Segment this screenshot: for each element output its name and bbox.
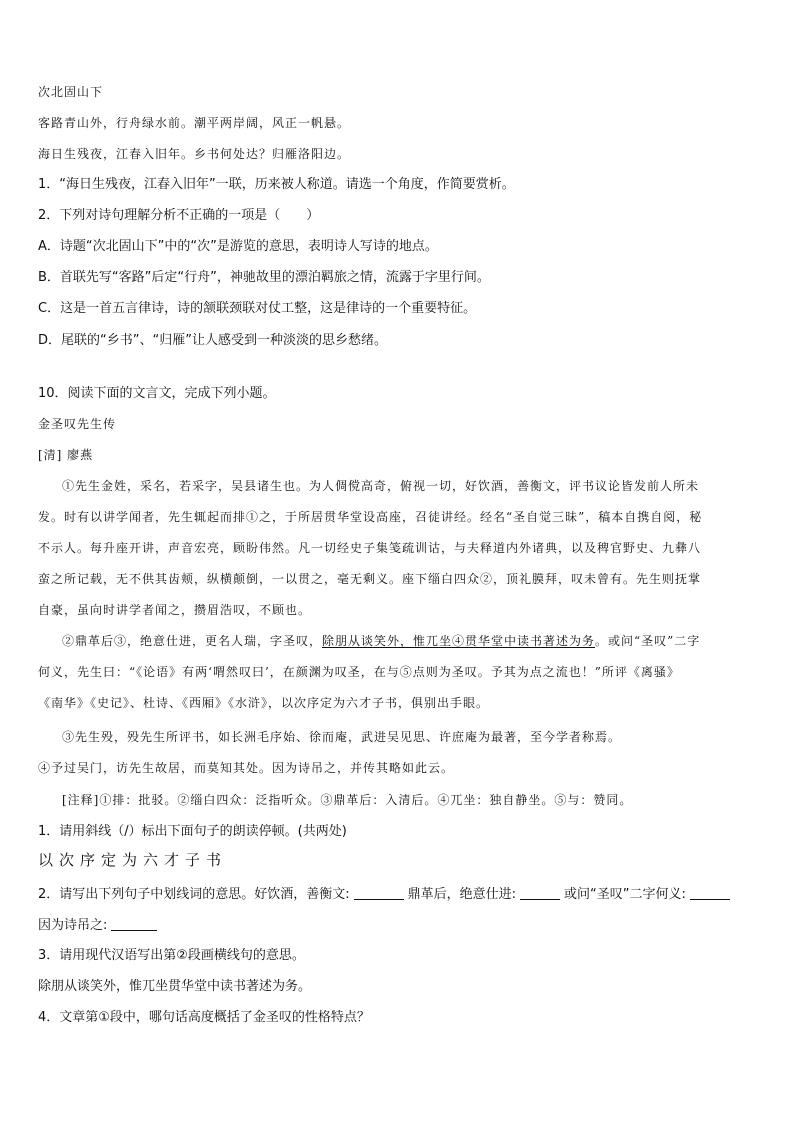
poem-line-2: 海日生残夜，江春入旧年。乡书何处达？归雁洛阳边。 [38, 147, 351, 161]
paragraph-1-line: 蛮之所记载，无不供其齿颊，纵横颠倒，一以贯之，毫无剩义。座下缁白四众②，顶礼膜拜，叹未曾有。先生则抚掌 [38, 572, 702, 586]
option-a: A．诗题“次北固山下”中的“次”是游览的意思，表明诗人写诗的地点。 [38, 239, 438, 254]
pause-sentence: 以次序定为六才子书 [38, 851, 228, 869]
sub-question-2 [38, 887, 730, 901]
paragraph-2-line [62, 635, 700, 647]
poem-title: 次北固山下 [38, 85, 104, 99]
option-d: D．尾联的“乡书”、“归雁”让人感受到一种淡淡的思乡愁绪。 [38, 333, 387, 348]
option-b: B．首联先写“客路”后定“行舟”，神驰故里的漂泊羁旅之情，流露于字里行间。 [38, 270, 490, 285]
sub-question-2-text: 或问“圣叹”二字何义: [564, 887, 686, 902]
sub-question-3: 3．请用现代汉语写出第②段画横线句的意思。 [38, 948, 305, 963]
paragraph-3: ③先生殁，殁先生所评书，如长洲毛序始、徐而庵，武进吴见思、许庶庵为最著，至今学者称焉。 [62, 730, 622, 744]
translation-sentence: 除朋从谈笑外，惟兀坐贯华堂中读书著述为务。 [38, 979, 312, 994]
sub-question-2-text: 鼎革后，绝意仕进: [407, 887, 517, 902]
answer-blank[interactable] [354, 887, 404, 900]
sub-question-2-text: 2．请写出下列句子中划线词的意思。好饮酒，善衡文: [38, 887, 350, 902]
paragraph-2-text: ②鼎革后③，绝意仕进，更名人瑞，字圣叹， [62, 634, 323, 648]
paragraph-1-line: 自豪，虽向时讲学者闻之，攒眉浩叹，不顾也。 [38, 603, 312, 617]
essay-author: [清] 廖燕 [38, 448, 94, 462]
poem-question-1: 1．“海日生残夜，江春入旧年”一联，历来被人称道。请选一个角度，作简要赏析。 [38, 177, 515, 192]
question-10-heading: 10．阅读下面的文言文，完成下列小题。 [38, 386, 276, 401]
sub-question-2-text: 因为诗吊之: [38, 918, 108, 933]
poem-line-1: 客路青山外，行舟绿水前。潮平两岸阔，风正一帆悬。 [38, 116, 351, 130]
sub-question-4: 4．文章第①段中，哪句话高度概括了金圣叹的性格特点？ [38, 1010, 370, 1025]
answer-blank[interactable] [111, 918, 157, 931]
paragraph-1-line: 不示人。每升座开讲，声音宏亮，顾盼伟然。凡一切经史子集笺疏训诂，与夫释道内外诸典，以及稗官野史、九彝八 [38, 541, 702, 555]
sub-question-2-line-2 [38, 918, 157, 932]
paragraph-1-line: 发。时有以讲学闻者，先生辄起而排①之，于所居贯华堂设高座，召徒讲经。经名“圣自觉三昧”，稿本自携自阅，秘 [38, 510, 703, 524]
paragraph-2-line: 《南华》《史记》、杜诗、《西厢》《水浒》，以次序定为六才子书，俱别出手眼。 [38, 696, 490, 710]
paragraph-2-line: 何义，先生曰：“《论语》有两‘喟然叹曰’，在颜渊为叹圣，在与⑤点则为圣叹。予其为点之流也！”所评《离骚》 [38, 665, 680, 679]
paragraph-2-text: 。或问“圣叹”二字 [595, 634, 701, 648]
answer-blank[interactable] [690, 887, 730, 900]
answer-blank[interactable] [520, 887, 560, 900]
paragraph-1-line: ①先生金姓，采名，若采字，吴县诸生也。为人倜傥高奇，俯视一切，好饮酒，善衡文，评书议论皆发前人所未 [62, 479, 700, 493]
essay-title: 金圣叹先生传 [38, 417, 117, 431]
paragraph-4: ④予过吴门，访先生故居，而莫知其处。因为诗吊之，并传其略如此云。 [38, 761, 455, 775]
poem-question-2: 2．下列对诗句理解分析不正确的一项是（ ） [38, 208, 320, 223]
annotations: [注释]①排：批驳。②缁白四众：泛指听众。③鼎革后：入清后。④兀坐：独自静坐。⑤与：赞同。 [62, 793, 633, 807]
underlined-sentence: 除朋从谈笑外，惟兀坐④贯华堂中读书著述为务 [322, 634, 596, 648]
sub-question-1: 1．请用斜线（/）标出下面句子的朗读停顿。(共两处) [38, 824, 347, 839]
option-c: C．这是一首五言律诗，诗的颔联颈联对仗工整，这是律诗的一个重要特征。 [38, 301, 477, 316]
